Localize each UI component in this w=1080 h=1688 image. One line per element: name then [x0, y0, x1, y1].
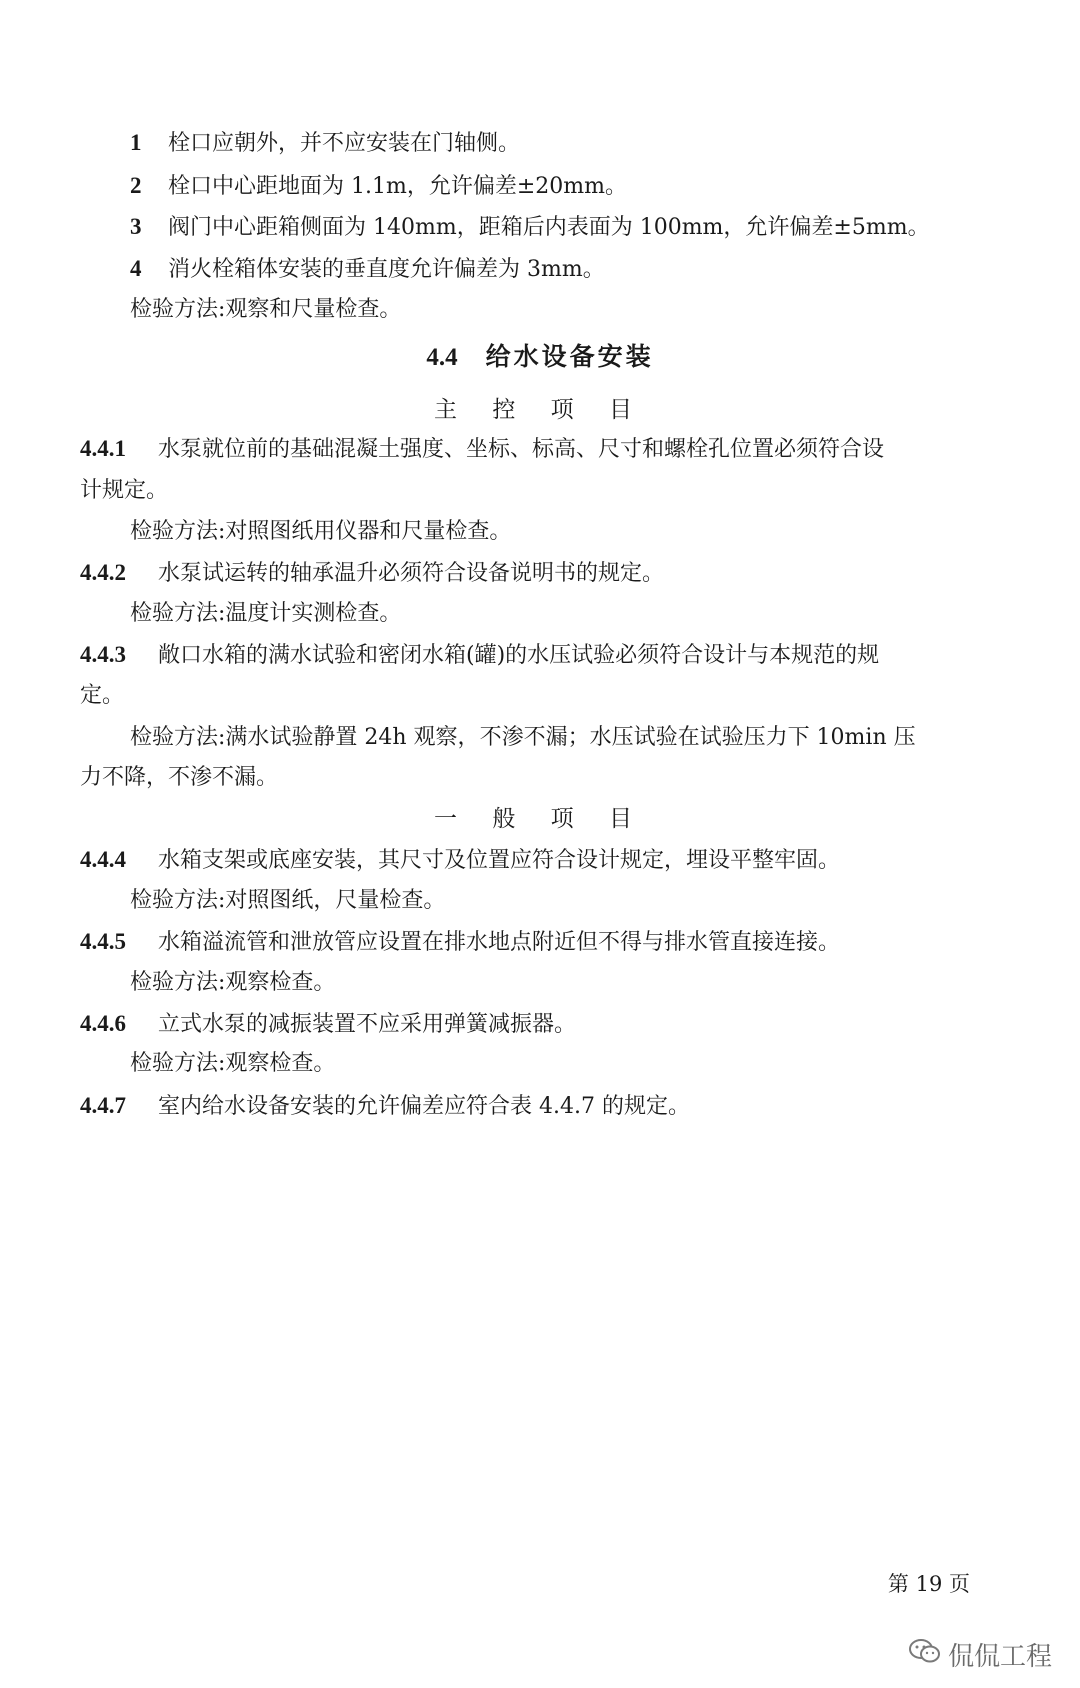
- list-item-text: 阀门中心距箱侧面为 140mm，距箱后内表面为 100mm，允许偏差±5mm。: [168, 215, 930, 240]
- list-item: [130, 254, 605, 285]
- clause-number: 4.4.6: [80, 1011, 126, 1036]
- page-number: 第 19 页: [887, 1572, 970, 1596]
- clause-4-4-5: [80, 927, 840, 958]
- clause-number: 4.4.3: [80, 642, 126, 667]
- watermark: [908, 1636, 1052, 1673]
- section-title: 给水设备安装: [485, 342, 654, 371]
- list-item: [130, 212, 930, 243]
- inspection-method: 检验方法:对照图纸，尺量检查。: [130, 888, 446, 913]
- clause-text: 敞口水箱的满水试验和密闭水箱(罐)的水压试验必须符合设计与本规范的规: [158, 643, 880, 668]
- inspection-method: 检验方法:观察检查。: [130, 970, 336, 995]
- inspection-method: 检验方法:满水试验静置 24h 观察，不渗不漏；水压试验在试验压力下 10min 压: [130, 725, 916, 750]
- list-item: [130, 171, 627, 202]
- clause-text: 室内给水设备安装的允许偏差应符合表 4.4.7 的规定。: [158, 1094, 690, 1119]
- general-items-heading: 一 般 项 目: [434, 806, 646, 832]
- clause-text: 水箱支架或底座安装，其尺寸及位置应符合设计规定，埋设平整牢固。: [158, 848, 841, 873]
- clause-text: 水泵试运转的轴承温升必须符合设备说明书的规定。: [158, 561, 665, 586]
- clause-4-4-3: [80, 640, 879, 671]
- clause-number: 4.4.7: [80, 1093, 126, 1118]
- clause-text: 水泵就位前的基础混凝土强度、坐标、标高、尺寸和螺栓孔位置必须符合设: [158, 437, 885, 462]
- list-item-number: 4: [130, 256, 142, 281]
- clause-text: 水箱溢流管和泄放管应设置在排水地点附近但不得与排水管直接连接。: [158, 930, 841, 955]
- list-item-number: 2: [130, 173, 142, 198]
- clause-4-4-6: [80, 1009, 576, 1040]
- clause-number: 4.4.5: [80, 929, 126, 954]
- list-item-number: 1: [130, 130, 142, 155]
- list-item-text: 栓口中心距地面为 1.1m，允许偏差±20mm。: [168, 174, 627, 199]
- clause-text-continuation: 计规定。: [80, 478, 169, 503]
- main-control-heading: 主 控 项 目: [434, 397, 646, 423]
- clause-number: 4.4.1: [80, 436, 126, 461]
- section-heading: [0, 340, 1080, 375]
- clause-4-4-1: [80, 434, 884, 465]
- list-item-text: 栓口应朝外，并不应安装在门轴侧。: [168, 131, 521, 156]
- clause-number: 4.4.4: [80, 847, 126, 872]
- clause-4-4-4: [80, 845, 840, 876]
- inspection-method: 检验方法:温度计实测检查。: [130, 601, 402, 626]
- watermark-text: 侃侃工程: [947, 1642, 1052, 1672]
- inspection-method: 检验方法:观察检查。: [130, 1051, 336, 1076]
- clause-text: 立式水泵的减振装置不应采用弹簧减振器。: [158, 1012, 577, 1037]
- clause-4-4-2: [80, 558, 664, 589]
- inspection-method: 检验方法:观察和尺量检查。: [130, 297, 402, 322]
- inspection-method-continuation: 力不降，不渗不漏。: [80, 765, 279, 790]
- clause-number: 4.4.2: [80, 560, 126, 585]
- list-item-number: 3: [130, 214, 142, 239]
- section-number: 4.4: [426, 344, 458, 371]
- wechat-icon: [908, 1637, 948, 1672]
- clause-text-continuation: 定。: [80, 683, 125, 708]
- clause-4-4-7: [80, 1091, 690, 1122]
- inspection-method: 检验方法:对照图纸用仪器和尺量检查。: [130, 519, 512, 544]
- list-item: [130, 128, 520, 159]
- list-item-text: 消火栓箱体安装的垂直度允许偏差为 3mm。: [168, 257, 605, 282]
